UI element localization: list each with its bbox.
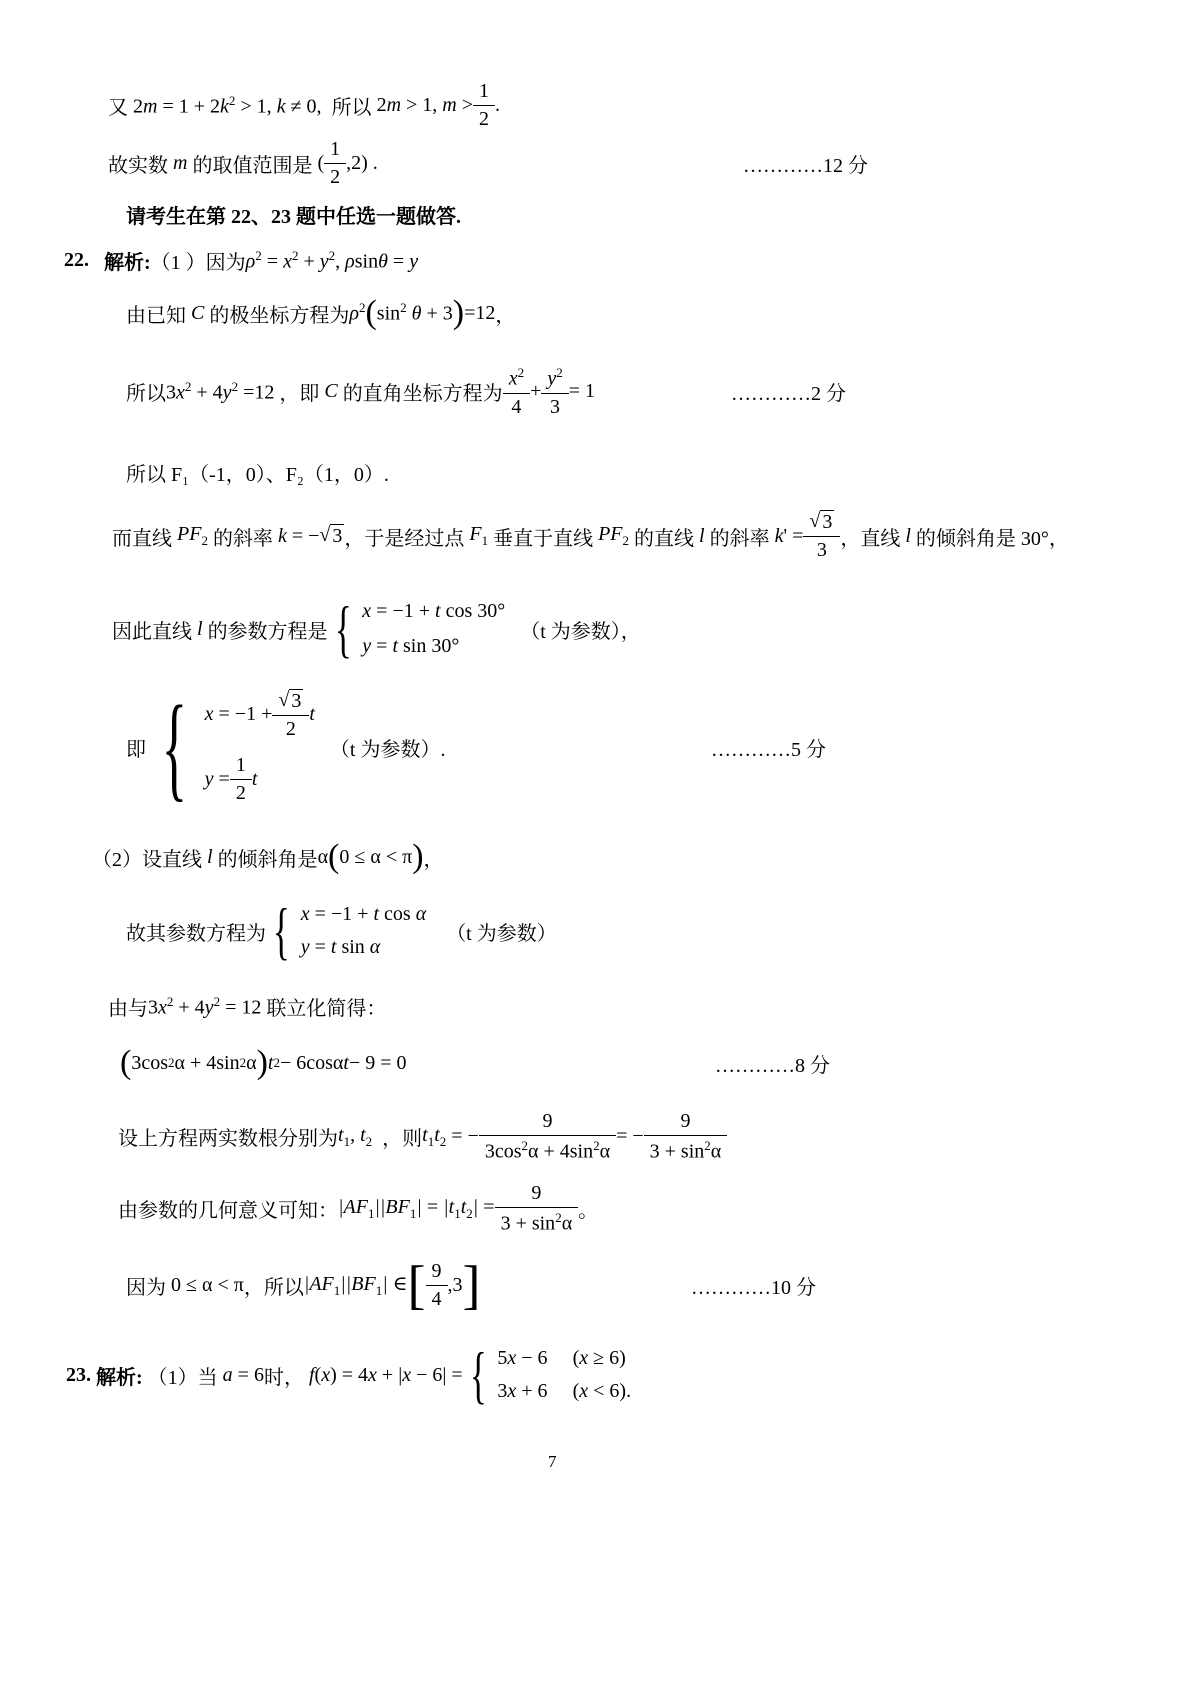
q22-param: 因此直线 l 的参数方程是 { x = −1 + t cos 30° y = t sin 30° （t 为参数），	[112, 593, 641, 665]
q22-ji: 即 { x = −1 + √ 3 2 t y = $\frac{1}{2}$ t （t 为参数）. …………5 分	[126, 680, 826, 812]
score-5: …………5 分	[711, 738, 826, 761]
q22-gu: 故其参数方程为 { x = −1 + t cos α y = t sin α （t 为参数）	[126, 895, 557, 967]
q22-roots: 设上方程两实数根分别为 $t_1$, $t_2$ ，则 $t_1t_2$ = − $\frac{9}{3\cos^2\alpha + 4\sin^2\alpha}$ = − $\frac{9}{3 + \sin^2\alpha}$	[118, 1110, 727, 1164]
score-2: …………2 分	[731, 383, 846, 406]
q22-polar-eq: 由已知 C 的极坐标方程为 $\rho^2$ ( $\sin^2 \theta + 3$ ) =12 ，	[126, 294, 516, 331]
q22-lian: 由与 $3x^2 + 4y^2 = 12$ 联立化简得：	[108, 993, 387, 1020]
q22-header: 22. 解析: （1 ）因为 $\rho^2 = x^2 + y^2$, ρsinθ = y	[64, 247, 419, 274]
q23-header: 23. 解析: （1）当 a = 6 时， f(x) = 4x + |x − 6| = { 5x − 6 (x ≥ 6) 3x + 6 (x < 6).	[66, 1339, 632, 1411]
page-number: 7	[548, 1452, 557, 1471]
instruction: 请考生在第 22、23 题中任选一题做答.	[126, 206, 461, 228]
score-10: …………10 分	[691, 1276, 816, 1299]
q22-geo: 由参数的几何意义可知： $|AF_1||BF_1| = |t_1t_2|$ = $\frac{9}{3 + \sin^2\alpha}$ 。	[118, 1182, 599, 1235]
q22-slope: 而直线 $PF_2$ 的斜率 k = − √ 3 ，于是经过点 $F_1$ 垂直于直线 $PF_2$ 的直线 l 的斜率 k' = √ 3 3 ，直线 l 的倾斜角是 30°，	[112, 510, 1069, 561]
q22-rect-eq: 所以 $3x^2 + 4y^2 =12$ ，即 C 的直角坐标方程为 $\frac{x^2}{4}$ + $\frac{y^2}{3}$ = 1 …………2 分	[126, 365, 846, 418]
q22-quadratic: ( 3cos 2 α + 4sin 2 α ) t 2 − 6cosα t − 9 = 0 …………8 分	[120, 1044, 830, 1081]
q22-foci: 所以 F₁（-1，0）、F₂（1，0）.	[126, 464, 389, 486]
score-8: …………8 分	[715, 1054, 830, 1077]
q21-line-1: 又 $2m = 1 + 2k^2 > 1$, k ≠ 0, 所以 2m > 1, m > $\frac{1}{2}$ .	[108, 80, 501, 130]
q21-line-2: 故实数 m 的取值范围是 ( $\frac{1}{2}$ ,2) . …………12 分	[108, 138, 868, 188]
q22-range: 因为 0 ≤ α < π ，所以 $|AF_1||BF_1|$ ∈ [ $\frac{9}{4}$ ,3 ] …………10 分	[126, 1255, 816, 1315]
score-12: …………12 分	[743, 155, 868, 177]
q22-part2: （2）设直线 l 的倾斜角是 α ( 0 ≤ α < π ) ，	[92, 838, 444, 875]
